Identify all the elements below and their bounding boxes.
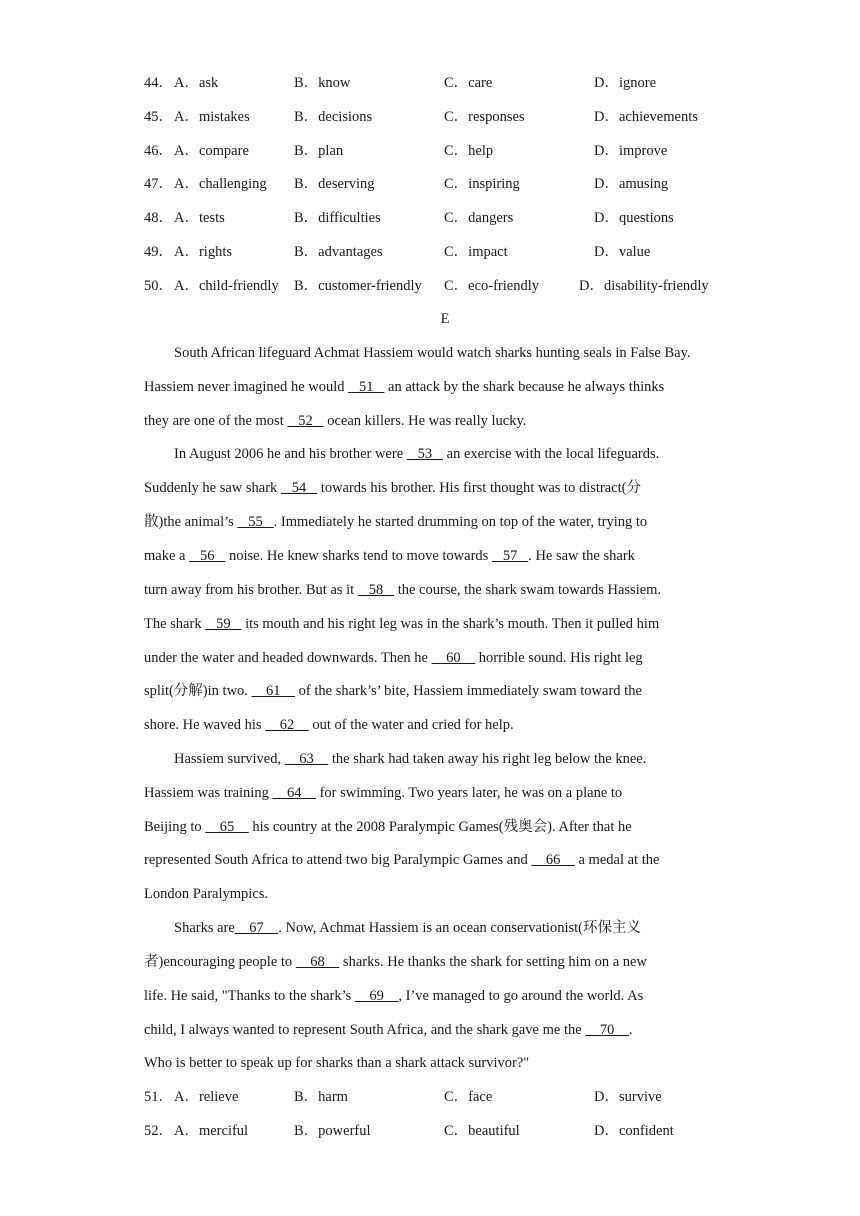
passage-line <box>144 512 647 532</box>
passage-line <box>144 648 643 668</box>
option-b: B．difficulties <box>294 210 381 226</box>
passage-text: Suddenly he saw shark <box>144 480 281 496</box>
passage-line <box>144 1053 529 1073</box>
option-a: A．rights <box>174 244 232 260</box>
option-a: A．challenging <box>174 176 267 192</box>
option-d: D．confident <box>594 1123 674 1139</box>
passage-text: . <box>628 1022 633 1038</box>
blank-60: 60 <box>431 650 476 666</box>
question-number: 52． <box>144 1123 173 1139</box>
option-b: B．harm <box>294 1089 348 1105</box>
passage-line <box>144 614 659 634</box>
option-a: A．relieve <box>174 1089 239 1105</box>
passage-text: its mouth and his right leg was in the shark’s mouth. Then it pulled him <box>241 616 660 632</box>
passage-text: sharks. He thanks the shark for setting him on a new <box>339 954 647 970</box>
blank-67: 67 <box>234 920 279 936</box>
blank-70: 70 <box>585 1022 629 1038</box>
passage-line <box>144 411 526 431</box>
passage-line <box>144 715 514 735</box>
option-d: D．value <box>594 244 651 260</box>
passage-line <box>144 817 632 837</box>
question-number: 47． <box>144 176 173 192</box>
question-number: 48． <box>144 210 173 226</box>
option-d: D．disability-friendly <box>579 278 709 294</box>
passage-text: of the shark’s’ bite, Hassiem immediately swam toward the <box>295 683 642 699</box>
option-d: D．survive <box>594 1089 662 1105</box>
passage-line <box>144 377 664 397</box>
option-d: D．amusing <box>594 176 669 192</box>
passage-text: . He saw the shark <box>528 548 635 564</box>
option-b: B．plan <box>294 143 344 159</box>
blank-56: 56 <box>189 548 226 564</box>
option-a: A．child-friendly <box>174 278 279 294</box>
passage-text: for swimming. Two years later, he was on a plane to <box>315 785 623 801</box>
passage-text: Hassiem never imagined he would <box>144 379 349 395</box>
passage-line <box>174 343 691 363</box>
blank-69: 69 <box>354 988 399 1004</box>
passage-text: Hassiem was training <box>144 785 273 801</box>
section-heading: E <box>440 311 450 327</box>
passage-text: South African lifeguard Achmat Hassiem would watch sharks hunting seals in False Bay. <box>174 345 691 361</box>
passage-text: under the water and headed downwards. Then he <box>144 650 432 666</box>
passage-text: the course, the shark swam towards Hassiem. <box>394 582 662 598</box>
passage-text: they are one of the most <box>144 413 288 429</box>
option-c: C．help <box>444 143 494 159</box>
option-a: A．tests <box>174 210 225 226</box>
option-b: B．advantages <box>294 244 383 260</box>
blank-58: 58 <box>357 582 395 598</box>
option-c: C．responses <box>444 109 525 125</box>
passage-line <box>174 749 646 769</box>
option-c: C．impact <box>444 244 508 260</box>
passage-line <box>144 580 661 600</box>
passage-text: , I’ve managed to go around the world. As <box>398 988 644 1004</box>
passage-text: an exercise with the local lifeguards. <box>443 446 660 462</box>
blank-55: 55 <box>237 514 274 530</box>
option-c: C．eco-friendly <box>444 278 540 294</box>
option-b: B．decisions <box>294 109 373 125</box>
option-c: C．care <box>444 75 493 91</box>
passage-text: his country at the 2008 Paralympic Games(残奥会). After that he <box>248 819 632 835</box>
blank-66: 66 <box>531 852 575 868</box>
passage-text: . Immediately he started drumming on top of the water, trying to <box>273 514 648 530</box>
passage-text: shore. He waved his <box>144 717 266 733</box>
passage-text: an attack by the shark because he always thinks <box>384 379 665 395</box>
option-b: B．powerful <box>294 1123 371 1139</box>
passage-text: 者)encouraging people to <box>144 954 296 970</box>
blank-53: 53 <box>406 446 444 462</box>
passage-text: Beijing to <box>144 819 206 835</box>
option-a: A．mistakes <box>174 109 250 125</box>
blank-65: 65 <box>205 819 249 835</box>
passage-line <box>144 850 659 870</box>
passage-line <box>144 546 635 566</box>
passage-text: Hassiem survived, <box>174 751 285 767</box>
passage-text: the shark had taken away his right leg below the knee. <box>328 751 647 767</box>
option-a: A．ask <box>174 75 219 91</box>
option-b: B．deserving <box>294 176 375 192</box>
passage-line <box>174 444 659 464</box>
blank-61: 61 <box>251 683 296 699</box>
option-d: D．achievements <box>594 109 698 125</box>
passage-line <box>144 783 622 803</box>
passage-text: out of the water and cried for help. <box>308 717 514 733</box>
question-number: 44． <box>144 75 173 91</box>
option-a: A．merciful <box>174 1123 249 1139</box>
passage-text: turn away from his brother. But as it <box>144 582 358 598</box>
option-d: D．questions <box>594 210 674 226</box>
passage-line <box>144 1020 632 1040</box>
passage-text: split(分解)in two. <box>144 683 252 699</box>
passage-line <box>144 986 643 1006</box>
blank-63: 63 <box>284 751 329 767</box>
question-number: 45． <box>144 109 173 125</box>
blank-59: 59 <box>205 616 242 632</box>
passage-text: make a <box>144 548 190 564</box>
passage-text: The shark <box>144 616 206 632</box>
question-number: 51． <box>144 1089 173 1105</box>
passage-line <box>144 478 641 498</box>
blank-68: 68 <box>295 954 340 970</box>
question-number: 50． <box>144 278 173 294</box>
option-c: C．dangers <box>444 210 514 226</box>
passage-text: child, I always wanted to represent South Africa, and the shark gave me the <box>144 1022 586 1038</box>
option-d: D．ignore <box>594 75 657 91</box>
passage-text: life. He said, "Thanks to the shark’s <box>144 988 355 1004</box>
passage-text: horrible sound. His right leg <box>475 650 643 666</box>
passage-text: In August 2006 he and his brother were <box>174 446 407 462</box>
blank-57: 57 <box>491 548 529 564</box>
option-c: C．beautiful <box>444 1123 520 1139</box>
blank-62: 62 <box>265 717 309 733</box>
passage-text: represented South Africa to attend two big Paralympic Games and <box>144 852 532 868</box>
option-d: D．improve <box>594 143 668 159</box>
question-number: 49． <box>144 244 173 260</box>
passage-text: noise. He knew sharks tend to move towards <box>225 548 492 564</box>
passage-text: ocean killers. He was really lucky. <box>323 413 527 429</box>
passage-line <box>174 918 641 938</box>
passage-text: Who is better to speak up for sharks than a shark attack survivor?" <box>144 1055 530 1071</box>
passage-text: London Paralympics. <box>144 886 269 902</box>
option-c: C．inspiring <box>444 176 520 192</box>
blank-64: 64 <box>272 785 316 801</box>
blank-51: 51 <box>348 379 385 395</box>
option-b: B．know <box>294 75 351 91</box>
passage-line <box>144 884 268 904</box>
passage-line <box>144 952 647 972</box>
passage-text: a medal at the <box>574 852 660 868</box>
passage-text: . Now, Achmat Hassiem is an ocean conservationist(环保主义 <box>278 920 641 936</box>
option-c: C．face <box>444 1089 493 1105</box>
question-number: 46． <box>144 143 173 159</box>
passage-line <box>144 681 642 701</box>
option-b: B．customer-friendly <box>294 278 422 294</box>
passage-text: 散)the animal’s <box>144 514 238 530</box>
blank-54: 54 <box>280 480 318 496</box>
passage-text: towards his brother. His first thought was to distract(分 <box>317 480 641 496</box>
passage-text: Sharks are <box>174 920 235 936</box>
blank-52: 52 <box>287 413 324 429</box>
option-a: A．compare <box>174 143 249 159</box>
